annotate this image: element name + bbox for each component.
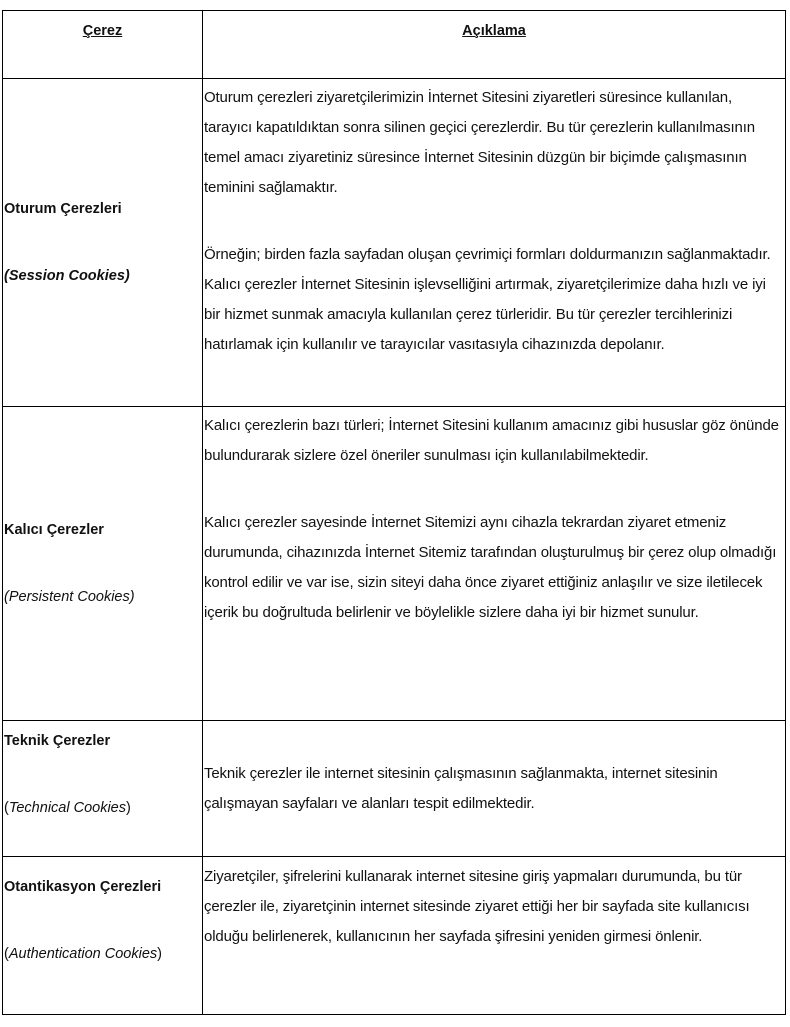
cookie-english-name — [4, 944, 202, 964]
paren-open: ( — [4, 589, 9, 605]
description-paragraph: Oturum çerezleri ziyaretçilerimizin İnternet Sitesini ziyaretleri süresince kullanılan, tarayıcı kapatıldıktan sonra silinen geçici çerezlerdir. Bu tür çerezlerin kullanılmasının temel amacı ziyaretiniz süresince İnternet Sitesinin düzgün bir biçimde çalışmasının teminini sağlamaktır. — [204, 89, 755, 196]
description-paragraph: Kalıcı çerezler sayesinde İnternet Sitemizi aynı cihazla tekrardan ziyaret etmeniz durumunda, cihazınızda İnternet Sitemiz tarafından oluşturulmuş bir çerez olup olmadığı kontrol edilir ve var ise, sizin siteyi daha önce ziyaret ettiğiniz anlaşılır ve size iletilecek içerik bu doğrultuda belirlenir ve böylelikle sizlere daha iyi bir hizmet sunulur. — [204, 514, 777, 621]
cookie-name-cell — [3, 79, 203, 407]
description-paragraph: Kalıcı çerezlerin bazı türleri; İnternet Sitesini kullanım amacınız gibi hususlar göz önünde bulundurarak sizlere özel öneriler sunulması için kullanılabilmektedir. — [204, 417, 779, 464]
cookie-name-cell — [3, 721, 203, 857]
paren-open: ( — [4, 268, 9, 284]
cookie-name: Otantikasyon Çerezleri — [4, 879, 162, 895]
header-cookie — [3, 11, 203, 79]
description-paragraph: Teknik çerezler ile internet sitesinin çalışmasının sağlanmakta, internet sitesinin çalışmayan sayfaları ve alanları tespit edilmektedir. — [204, 764, 718, 812]
cookie-description-cell — [203, 79, 786, 407]
paren-close: ) — [125, 800, 131, 816]
paren-open: ( — [4, 800, 9, 816]
cookie-english-label: Technical Cookies — [8, 800, 126, 816]
description-paragraph: Örneğin; birden fazla sayfadan oluşan çevrimiçi formları doldurmanızın sağlanmaktadır. Kalıcı çerezler İnternet Sitesinin işlevselliğini artırmak, ziyaretçilerimize daha hızlı ve iyi bir hizmet sunmak amacıyla kullanılan çerez türleridir. Bu tür çerezler tercihlerinizi hatırlamak için kullanılır ve tarayıcılar vasıtasıyla cihazınızda depolanır. — [204, 246, 771, 353]
paren-close: ) — [129, 589, 135, 605]
header-description — [203, 11, 786, 79]
header-cookie-label: Çerez — [82, 23, 123, 39]
cookie-name-cell — [3, 407, 203, 721]
cookie-name-cell — [3, 857, 203, 1015]
table-row — [3, 79, 786, 407]
cookie-english-name — [4, 587, 202, 607]
cookie-name: Oturum Çerezleri — [4, 201, 122, 217]
cookie-table — [2, 10, 786, 1015]
header-description-label: Açıklama — [462, 23, 526, 39]
table-row — [3, 857, 786, 1015]
cookie-name: Teknik Çerezler — [4, 733, 111, 749]
cookie-english-label: Authentication Cookies — [8, 946, 158, 962]
cookie-name: Kalıcı Çerezler — [4, 522, 104, 538]
paren-open: ( — [4, 946, 9, 962]
cookie-description-cell — [203, 407, 786, 721]
description-paragraph: Ziyaretçiler, şifrelerini kullanarak internet sitesine giriş yapmaları durumunda, bu tür çerezler ile, ziyaretçinin internet sitesinde ziyaret ettiği her bir sayfada site kullanıcısı olduğu belirlenerek, kullanıcının her sayfada şifresini yeniden girmesi önlenir. — [204, 868, 750, 945]
paren-close: ) — [124, 268, 130, 284]
cookie-description-cell — [203, 857, 786, 1015]
paren-close: ) — [157, 946, 163, 962]
table-row — [3, 407, 786, 721]
cookie-description-cell — [203, 721, 786, 857]
table-row — [3, 721, 786, 857]
cookie-english-label: Session Cookies — [8, 268, 125, 284]
cookie-english-label: Persistent Cookies — [8, 589, 130, 605]
cookie-english-name — [4, 266, 202, 286]
table-header-row — [3, 11, 786, 79]
cookie-english-name — [4, 798, 202, 818]
